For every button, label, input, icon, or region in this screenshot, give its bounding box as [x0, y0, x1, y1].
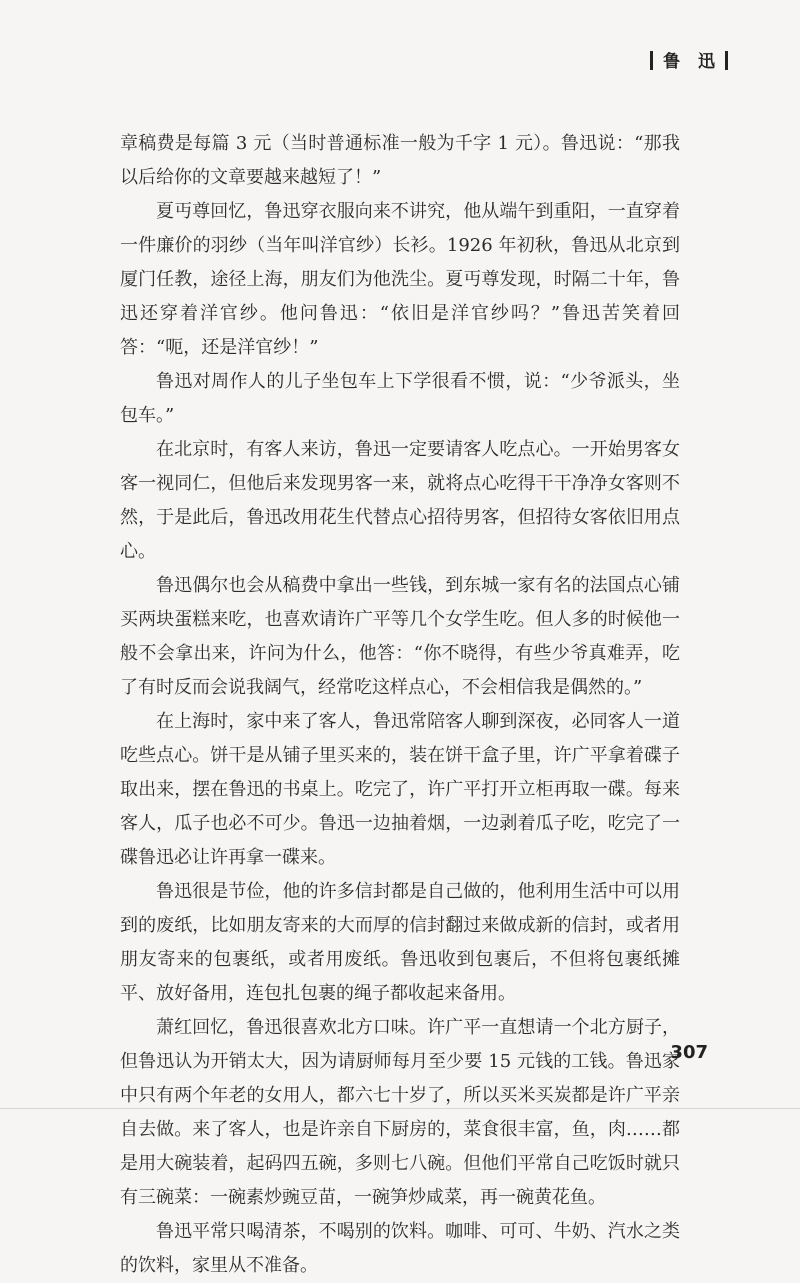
paragraph: 夏丏尊回忆，鲁迅穿衣服向来不讲究，他从端午到重阳，一直穿着一件廉价的羽纱（当年叫洋官纱）长衫。1926 年初秋，鲁迅从北京到厦门任教，途径上海，朋友们为他洗尘。夏丏尊发现，时隔二十年，鲁迅还穿着洋官纱。他问鲁迅：“依旧是洋官纱吗？”鲁迅苦笑着回答：“呃，还是洋官纱！” [120, 201, 680, 358]
paragraph: 章稿费是每篇 3 元（当时普通标准一般为千字 1 元）。鲁迅说：“那我以后给你的文章要越来越短了！” [120, 133, 680, 188]
running-header [650, 47, 728, 72]
header-bar-right [725, 51, 728, 70]
paragraph: 鲁迅对周作人的儿子坐包车上下学很看不惯，说：“少爷派头，坐包车。” [120, 371, 680, 426]
paragraph: 鲁迅平常只喝清茶，不喝别的饮料。咖啡、可可、牛奶、汽水之类的饮料，家里从不准备。 [120, 1221, 680, 1276]
bottom-edge-divider [0, 1108, 800, 1109]
paragraph: 鲁迅偶尔也会从稿费中拿出一些钱，到东城一家有名的法国点心铺买两块蛋糕来吃，也喜欢请许广平等几个女学生吃。但人多的时候他一般不会拿出来，许问为什么，他答：“你不晓得，有些少爷真难弄，吃了有时反而会说我阔气，经常吃这样点心，不会相信我是偶然的。” [120, 575, 680, 698]
header-bar-left [650, 51, 653, 70]
paragraph: 在北京时，有客人来访，鲁迅一定要请客人吃点心。一开始男客女客一视同仁，但他后来发现男客一来，就将点心吃得干干净净女客则不然，于是此后，鲁迅改用花生代替点心招待男客，但招待女客依旧用点心。 [120, 439, 680, 562]
paragraph: 萧红回忆，鲁迅很喜欢北方口味。许广平一直想请一个北方厨子，但鲁迅认为开销太大，因为请厨师每月至少要 15 元钱的工钱。鲁迅家中只有两个年老的女用人，都六七十岁了，所以买米买炭都是许广平亲自去做。来了客人，也是许亲自下厨房的，菜食很丰富，鱼，肉……都是用大碗装着，起码四五碗，多则七八碗。但他们平常自己吃饭时就只有三碗菜：一碗素炒豌豆苗，一碗笋炒咸菜，再一碗黄花鱼。 [120, 1017, 680, 1208]
paragraph: 鲁迅很是节俭，他的许多信封都是自己做的，他利用生活中可以用到的废纸，比如朋友寄来的大而厚的信封翻过来做成新的信封，或者用朋友寄来的包裹纸，或者用废纸。鲁迅收到包裹后，不但将包裹纸摊平、放好备用，连包扎包裹的绳子都收起来备用。 [120, 881, 680, 1004]
body-text [120, 127, 680, 1283]
paragraph: 在上海时，家中来了客人，鲁迅常陪客人聊到深夜，必同客人一道吃些点心。饼干是从铺子里买来的，装在饼干盒子里，许广平拿着碟子取出来，摆在鲁迅的书桌上。吃完了，许广平打开立柜再取一碟。每来客人，瓜子也必不可少。鲁迅一边抽着烟，一边剥着瓜子吃，吃完了一碟鲁迅必让许再拿一碟来。 [120, 711, 680, 868]
page-number: 307 [670, 1042, 708, 1063]
header-title: 鲁 迅 [663, 52, 721, 72]
